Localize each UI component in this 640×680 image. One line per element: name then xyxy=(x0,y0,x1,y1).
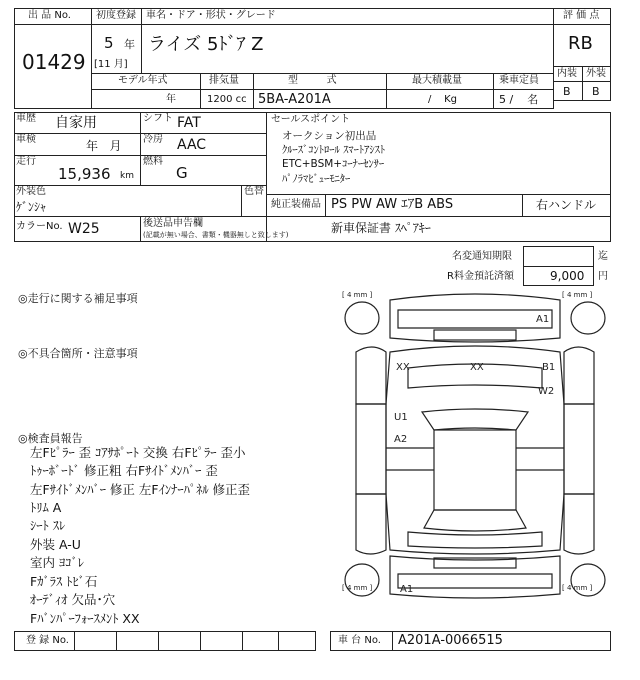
capacity-label: 乗車定員 xyxy=(499,75,539,86)
warranty-value: 新車保証書 ｽﾍﾟｱｷｰ xyxy=(331,221,431,235)
recycle-value: 9,000 xyxy=(550,269,585,283)
corner-label: [ 4 mm ] xyxy=(342,584,373,592)
sales-points-label: セールスポイント xyxy=(271,114,351,125)
first-reg-label: 初度登録 xyxy=(96,10,136,21)
damage-mark: XX xyxy=(396,362,410,373)
shift-value: FAT xyxy=(177,115,201,131)
report-line: ｼｰﾄ ｽﾚ xyxy=(30,518,66,533)
sales-point-item: ﾊﾟﾉﾗﾏﾋﾞｭｰﾓﾆﾀｰ xyxy=(282,173,351,185)
chassis-value: A201A-0066515 xyxy=(398,633,503,648)
sales-point-item: ETC+BSM+ｺｰﾅｰｾﾝｻｰ xyxy=(282,158,385,170)
first-reg-month: [11 月] xyxy=(94,59,128,70)
first-reg-year-unit: 年 xyxy=(124,38,135,51)
eval-score: RB xyxy=(568,33,593,54)
exterior-label: 外装 xyxy=(586,68,606,79)
damage-mark: XX xyxy=(470,362,484,373)
name-change-unit: 迄 xyxy=(598,251,608,262)
chassis-label: 車 台 No. xyxy=(338,635,381,646)
eval-label: 評 価 点 xyxy=(563,10,600,21)
exterior-color-label: 外装色 xyxy=(16,186,46,197)
report-line: 左Fｻｲﾄﾞﾒﾝﾊﾞｰ 修正 左Fｲﾝﾅｰﾊﾟﾈﾙ 修正歪 xyxy=(30,482,251,497)
color-no-value: W25 xyxy=(68,221,100,237)
equipment-label: 純正装備品 xyxy=(271,199,321,210)
color-no-label: カラーNo. xyxy=(16,221,63,232)
exterior-grade: B xyxy=(592,85,600,98)
damage-mark: A2 xyxy=(394,434,408,445)
report-line: 左Fﾋﾟﾗｰ 歪 ｺｱｻﾎﾟｰﾄ 交換 右Fﾋﾟﾗｰ 歪小 xyxy=(30,445,246,460)
history-value: 自家用 xyxy=(55,115,97,131)
vehicle-name-header: 車名・ドア・形状・グレード xyxy=(146,10,276,21)
defects-label: ◎不具合箇所・注意事項 xyxy=(18,347,138,360)
name-change-field xyxy=(523,246,594,267)
lot-number-label: 出 品 No. xyxy=(28,10,71,21)
damage-mark: B1 xyxy=(542,362,556,373)
inspection-label: 車検 xyxy=(16,134,36,145)
capacity-value: 5 / 名 xyxy=(499,93,539,106)
fuel-value: G xyxy=(176,164,188,182)
post-doc-note: (記載が無い場合、書類・機器無しと致します) xyxy=(143,231,289,239)
report-line: 外装 A-U xyxy=(30,537,81,552)
report-line: Fﾊﾞﾝﾊﾟｰﾌｫｰｽﾒﾝﾄ XX xyxy=(30,611,140,626)
inspection-value: 年 月 xyxy=(86,139,122,153)
car-damage-diagram xyxy=(338,288,612,606)
shift-label: シフト xyxy=(143,113,173,124)
exterior-color-value: ｹﾞﾝｼｬ xyxy=(16,200,47,214)
load-label: 最大積載量 xyxy=(412,75,462,86)
name-change-label: 名変通知期限 xyxy=(452,251,512,262)
mileage-unit: km xyxy=(120,171,134,181)
load-value: / Kg xyxy=(428,94,457,105)
damage-mark: U1 xyxy=(394,412,408,423)
color-change-label: 色替 xyxy=(244,186,264,197)
report-line: Fｶﾞﾗｽ ﾄﾋﾞ石 xyxy=(30,574,98,589)
vehicle-name: ライズ 5ﾄﾞｱ Z xyxy=(148,34,264,55)
interior-grade: B xyxy=(563,85,571,98)
corner-label: [ 4 mm ] xyxy=(342,291,373,299)
lot-number: 01429 xyxy=(22,50,86,74)
history-label: 車歴 xyxy=(16,113,36,124)
model-year-unit: 年 xyxy=(166,94,176,105)
recycle-label: R料金預託済額 xyxy=(447,271,514,282)
report-line: 室内 ﾖｺﾞﾚ xyxy=(30,555,84,570)
inspector-report-label: ◎検査員報告 xyxy=(18,432,83,445)
model-label: 型 式 xyxy=(288,75,337,86)
steering-value: 右ハンドル xyxy=(536,198,597,212)
sales-point-item: オークション初出品 xyxy=(282,130,377,142)
post-doc-label: 後送品申告欄 xyxy=(143,218,203,229)
aircon-value: AAC xyxy=(177,137,207,153)
first-reg-year: 5 xyxy=(104,34,114,52)
driving-remarks-label: ◎走行に関する補足事項 xyxy=(18,292,138,305)
mileage-value: 15,936 xyxy=(58,165,111,183)
reg-no-label: 登 録 No. xyxy=(26,635,69,646)
report-line: ｵｰﾃﾞｨｵ 欠品･穴 xyxy=(30,592,116,607)
sales-point-item: ｸﾙｰｽﾞｺﾝﾄﾛｰﾙ ｽﾏｰﾄｱｼｽﾄ xyxy=(282,144,386,156)
corner-label: [ 4 mm ] xyxy=(562,291,593,299)
corner-label: [ 4 mm ] xyxy=(562,584,593,592)
aircon-label: 冷房 xyxy=(143,134,163,145)
damage-mark: A1 xyxy=(400,584,414,595)
displacement-label: 排気量 xyxy=(209,75,239,86)
displacement-value: 1200 cc xyxy=(207,94,247,105)
recycle-unit: 円 xyxy=(598,271,608,282)
equipment-value: PS PW AW ｴｱB ABS xyxy=(331,197,454,212)
damage-mark: W2 xyxy=(538,386,555,397)
model-year-label: モデル年式 xyxy=(118,75,168,86)
fuel-label: 燃料 xyxy=(143,156,163,167)
report-line: ﾄﾘﾑ A xyxy=(30,500,62,515)
mileage-label: 走行 xyxy=(16,156,36,167)
interior-label: 内装 xyxy=(557,68,577,79)
report-line: ﾄｩｰﾎﾞｰﾄﾞ 修正粗 右Fｻｲﾄﾞﾒﾝﾊﾞｰ 歪 xyxy=(30,463,218,478)
model-value: 5BA-A201A xyxy=(258,92,331,107)
damage-mark: A1 xyxy=(536,314,550,325)
